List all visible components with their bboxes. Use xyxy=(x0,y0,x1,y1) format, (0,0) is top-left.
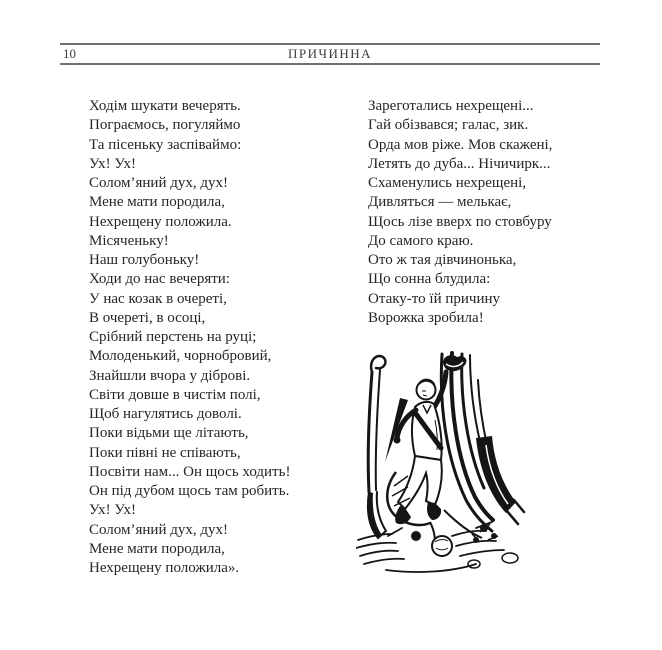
verse-line: Наш голубоньку! xyxy=(89,252,200,268)
verse-line: Пограємось, погуляймо xyxy=(89,117,241,134)
verse-line: Посвіти нам... Он щось ходить! xyxy=(89,463,291,480)
verse-line: Ворожка зробила! xyxy=(368,309,484,326)
verse-line: Поки відьми ще літають, xyxy=(89,425,249,442)
verse-column-right xyxy=(368,97,552,328)
chapter-title: ПРИЧИННА xyxy=(287,46,372,61)
verse-line: Отаку-то їй причину xyxy=(368,290,501,307)
running-header xyxy=(60,43,600,65)
verse-line: Нехрещену положила. xyxy=(89,213,232,230)
verse-line: Знайшли вчора у діброві. xyxy=(89,367,251,384)
verse-line: Ух! Ух! xyxy=(89,155,136,172)
illustration-drawing xyxy=(356,350,532,578)
verse-line: В очереті, в осоці, xyxy=(89,309,206,326)
verse-line: У нас козак в очереті, xyxy=(89,290,227,307)
verse-line: Ото ж тая дівчинонька, xyxy=(368,252,517,268)
verse-line: Ходім шукати вечерять. xyxy=(89,98,241,114)
verse-line: Солом’яний дух, дух! xyxy=(89,521,228,538)
verse-column-left xyxy=(89,97,290,578)
verse-line: Солом’яний дух, дух! xyxy=(89,175,228,191)
verse-line: Ух! Ух! xyxy=(89,502,136,519)
illustration xyxy=(356,350,532,578)
verse-line: Дивляться — мелькає, xyxy=(368,194,512,211)
verse-line: Світи довше в чистім полі, xyxy=(89,386,261,403)
verse-line: Зареготались нехрещені... xyxy=(368,98,534,114)
verse-line: Що сонна блудила: xyxy=(368,271,491,288)
verse-line: Поки півні не співають, xyxy=(89,444,241,461)
page-number: 10 xyxy=(63,46,76,61)
verse-line: Мене мати породила, xyxy=(89,194,225,211)
verse-line: Он під дубом щось там робить. xyxy=(89,483,290,499)
verse-line: Мене мати породила, xyxy=(89,540,225,557)
verse-line: Місяченьку! xyxy=(89,232,169,249)
verse-line: Срібний перстень на руці; xyxy=(89,329,257,345)
verse-line: До самого краю. xyxy=(368,232,474,249)
verse-line: Та пісеньку заспіваймо: xyxy=(89,136,242,153)
verse-line: Нехрещену положила». xyxy=(89,560,240,576)
verse-line: Щось лізе вверх по стовбуру xyxy=(368,213,552,230)
verse-line: Ходи до нас вечеряти: xyxy=(89,271,230,288)
verse-line: Орда мов ріже. Мов скажені, xyxy=(368,136,553,153)
verse-line: Летять до дуба... Нічичирк... xyxy=(368,155,551,172)
verse-line: Схаменулись нехрещені, xyxy=(368,175,527,191)
verse-line: Молоденький, чорнобровий, xyxy=(89,348,272,365)
verse-line: Щоб нагулятись доволі. xyxy=(89,406,242,422)
verse-line: Гай обізвався; галас, зик. xyxy=(368,117,529,134)
